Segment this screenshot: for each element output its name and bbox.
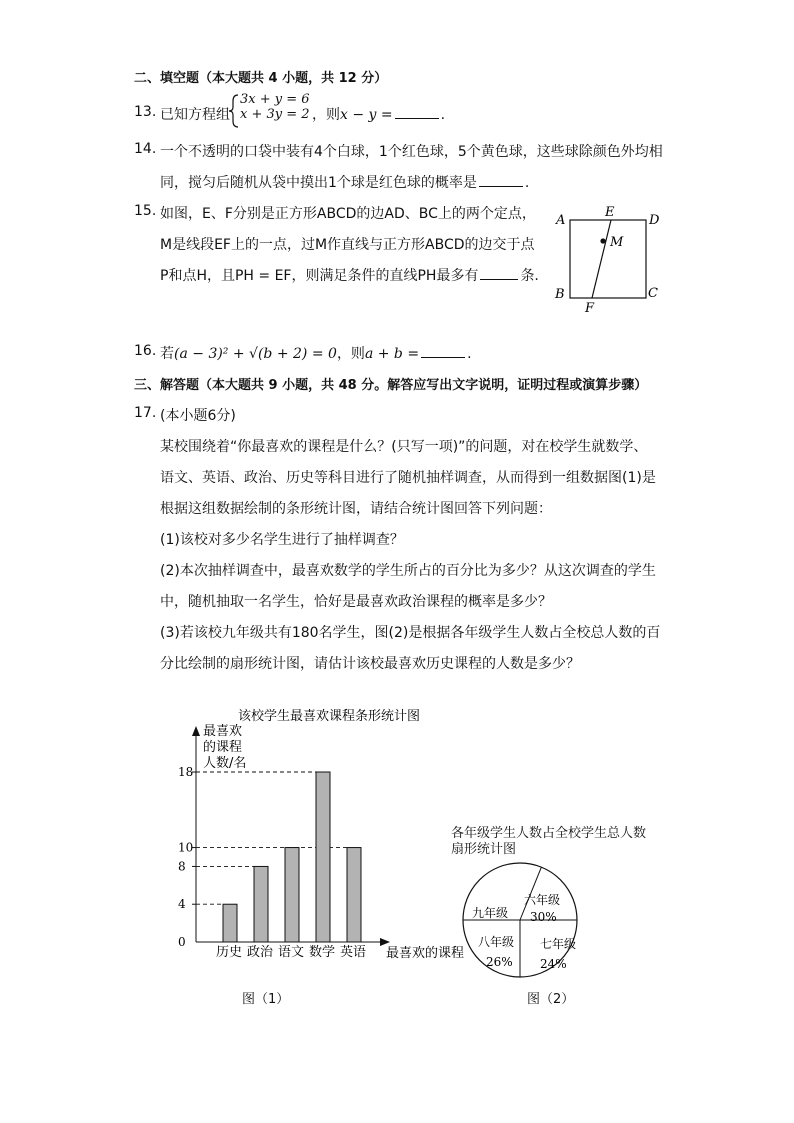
square-figure <box>550 202 670 314</box>
label-e: E <box>605 205 615 220</box>
answer-blank[interactable] <box>421 345 465 358</box>
q17-sub-2a: (2)本次抽样调查中，最喜欢数学的学生所占的百分比为多少？从这次调查的学生 <box>160 563 656 579</box>
answer-blank[interactable] <box>395 106 439 119</box>
pie-percent: 30% <box>530 910 557 924</box>
y-axis-label-line-2: 的课程 <box>203 740 243 755</box>
q13-lead: 已知方程组 <box>160 107 230 123</box>
x-axis-label: 最喜欢的课程 <box>386 946 465 961</box>
y-tick-label: 18 <box>178 765 194 779</box>
q17-para-3: 根据这组数据绘制的条形统计图，请结合统计图回答下列问题： <box>160 501 552 517</box>
question-number: 17. <box>134 405 157 421</box>
label-c: C <box>648 286 658 301</box>
bar-chart-title: 该校学生最喜欢课程条形统计图 <box>238 709 421 724</box>
label-b: B <box>555 287 565 302</box>
pie-label-七年级: 七年级 <box>540 937 577 951</box>
bar-历史 <box>223 904 237 942</box>
q14-line-2: 同，搅匀后随机从袋中摸出1个球是红色球的概率是 <box>160 175 477 191</box>
y-tick-label: 4 <box>178 897 186 912</box>
period: . <box>440 107 446 123</box>
y-axis-label-line-3: 人数/名 <box>203 756 247 771</box>
section-heading-answers: 三、解答题（本大题共 9 小题，共 48 分。解答应写出文字说明，证明过程或演算步骤） <box>134 378 648 393</box>
x-tick-label: 政治 <box>247 945 274 960</box>
equation-1: 3x + y = 6 <box>240 92 310 107</box>
q16-ask: a + b = <box>364 346 420 362</box>
q17-para-2: 语文、英语、政治、历史等科目进行了随机抽样调查，从而得到一组数据图(1)是 <box>160 470 656 486</box>
bar-数学 <box>316 772 330 942</box>
pie-label-八年级: 八年级 <box>478 935 515 949</box>
y-axis-label-line-1: 最喜欢 <box>203 724 243 739</box>
answer-blank[interactable] <box>480 267 518 280</box>
bar-英语 <box>347 848 361 942</box>
q17-para-1: 某校围绕着“你最喜欢的课程是什么？(只写一项)”的问题，对在校学生就数学、 <box>160 439 648 455</box>
pie-title-line-2: 扇形统计图 <box>451 842 517 857</box>
section-heading-fill-in: 二、填空题（本大题共 4 小题，共 12 分） <box>134 71 388 86</box>
equation-2: x + 3y = 2 <box>240 107 310 122</box>
q13-ask: ，则 <box>312 107 340 123</box>
bar-chart <box>170 700 480 990</box>
q15-line-3: P和点H，且PH = EF，则满足条件的直线PH最多有 <box>160 268 479 284</box>
pie-title-line-1: 各年级学生人数占全校学生总人数 <box>451 826 647 841</box>
q13-expr: x − y = <box>340 107 393 123</box>
q16-mid: ，则 <box>336 346 365 362</box>
pie-label-六年级: 六年级 <box>524 893 561 907</box>
q17-sub-3a: (3)若该校九年级共有180名学生，图(2)是根据各年级学生人数占全校总人数的百 <box>160 625 661 641</box>
label-d: D <box>649 213 660 228</box>
question-number: 14. <box>134 141 157 157</box>
figure-1-caption: 图（1） <box>242 992 290 1007</box>
q16-expr: (a − 3)² + √(b + 2) = 0 <box>174 346 337 362</box>
y-tick-label: 10 <box>178 840 194 855</box>
q14-line-1: 一个不透明的口袋中装有4个白球，1个红色球，5个黄色球，这些球除颜色外均相 <box>160 144 663 160</box>
q17-sub-3b: 分比绘制的扇形统计图，请估计该校最喜欢历史课程的人数是多少？ <box>160 656 580 672</box>
label-a: A <box>556 213 566 228</box>
bar-语文 <box>285 848 299 942</box>
x-axis-arrow <box>380 938 390 946</box>
period: . <box>467 346 472 362</box>
pie-label-九年级: 九年级 <box>472 906 509 920</box>
figure-2-caption: 图（2） <box>527 992 575 1007</box>
q16-lead: 若 <box>160 346 174 362</box>
x-tick-label: 语文 <box>278 945 305 960</box>
x-tick-label: 英语 <box>340 945 367 960</box>
answer-blank[interactable] <box>479 174 523 187</box>
x-tick-label: 数学 <box>309 945 336 960</box>
q17-sub-1: (1)该校对多少名学生进行了抽样调查？ <box>160 532 404 548</box>
q17-sub-2b: 中，随机抽取一名学生，恰好是最喜欢政治课程的概率是多少？ <box>160 594 552 610</box>
q15-line-2: M是线段EF上的一点，过M作直线与正方形ABCD的边交于点 <box>160 237 535 253</box>
q15-line-1: 如图，E、F分别是正方形ABCD的边AD、BC上的两个定点， <box>160 206 536 222</box>
segment-ef <box>592 220 611 298</box>
pie-percent: 26% <box>486 955 513 969</box>
y-tick-label: 0 <box>178 935 186 949</box>
q17-points: (本小题6分) <box>160 408 236 424</box>
point-m <box>600 238 605 243</box>
label-m: M <box>610 235 624 250</box>
period: . <box>524 175 530 191</box>
bar-政治 <box>254 866 268 942</box>
y-axis-arrow <box>192 726 200 736</box>
q15-line-3-end: 条. <box>520 268 539 284</box>
y-tick-label: 8 <box>178 859 186 874</box>
question-number: 16. <box>134 343 157 359</box>
question-number: 13. <box>134 104 157 120</box>
pie-chart <box>460 860 590 985</box>
question-number: 15. <box>134 203 157 219</box>
pie-percent: 24% <box>540 957 567 971</box>
label-f: F <box>585 301 595 314</box>
x-tick-label: 历史 <box>216 945 243 960</box>
